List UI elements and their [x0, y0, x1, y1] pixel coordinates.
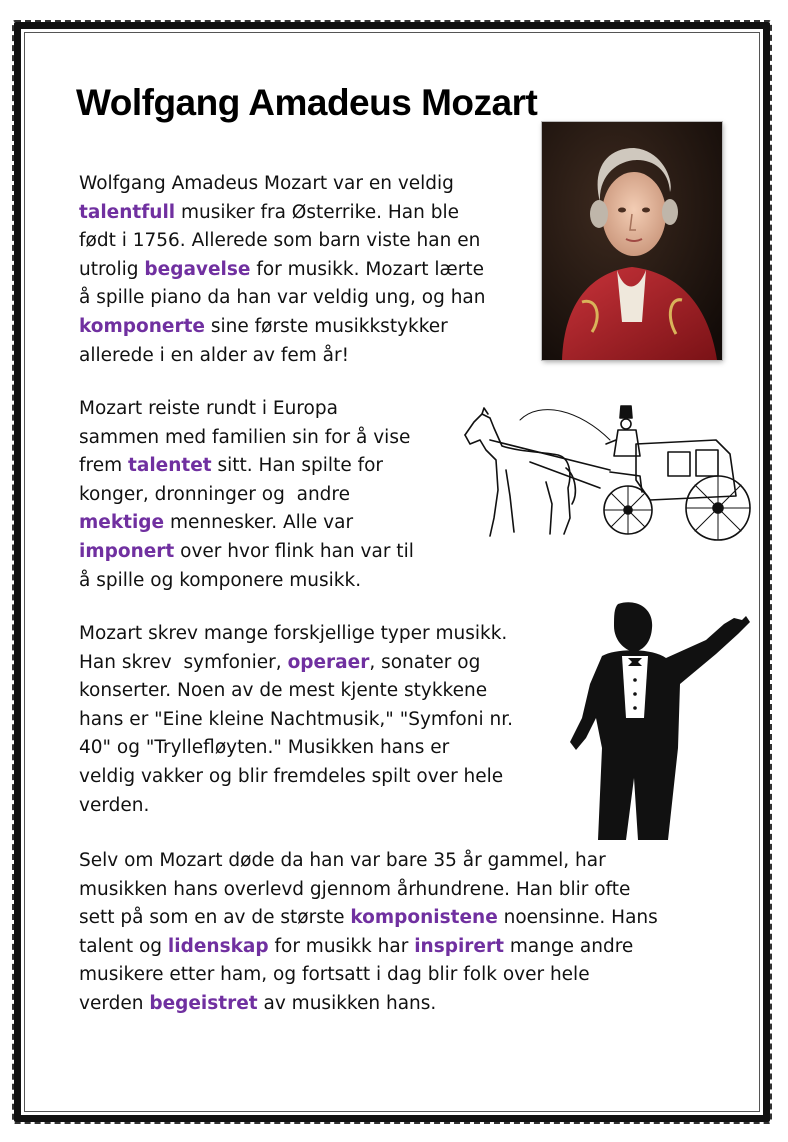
text-line [79, 284, 486, 313]
text-line [79, 199, 486, 228]
conductor-silhouette [556, 598, 754, 840]
page-title: Wolfgang Amadeus Mozart [76, 82, 538, 123]
keyword-highlight: talentet [128, 455, 212, 477]
text-segment: sett på som en av de største [79, 907, 351, 929]
horse-carriage-illustration [460, 400, 752, 548]
text-segment: konserter. Noen av de mest kjente stykkene [79, 680, 488, 702]
text-segment: , sonater og [369, 651, 481, 673]
text-segment: sine første musikkstykker [204, 315, 448, 337]
text-segment: verden [79, 992, 150, 1014]
keyword-highlight: inspirert [414, 935, 504, 957]
text-line [79, 677, 513, 706]
mozart-portrait [542, 122, 722, 360]
text-line [79, 538, 414, 567]
text-segment: konger, dronninger og andre [79, 483, 350, 505]
text-line [79, 763, 513, 792]
paragraph-legacy [79, 847, 658, 1019]
keyword-highlight: mektige [79, 512, 165, 534]
text-line [79, 227, 486, 256]
keyword-highlight: imponert [79, 540, 175, 562]
text-line [79, 706, 513, 735]
text-segment: over hvor flink han var til [174, 540, 414, 562]
text-line [79, 509, 414, 538]
keyword-highlight: begeistret [149, 992, 258, 1014]
text-line [79, 481, 414, 510]
text-segment: talent og [79, 935, 168, 957]
text-segment: Han skrev symfonier, [79, 651, 288, 673]
text-segment: 40" og "Tryllefløyten." Musikken hans er [79, 737, 450, 759]
keyword-highlight: begavelse [144, 258, 251, 280]
text-segment: Mozart reiste rundt i Europa [79, 398, 338, 419]
paragraph-works [79, 620, 513, 820]
portrait-drawing [542, 122, 722, 360]
text-segment: sammen med familien sin for å vise [79, 426, 411, 448]
text-segment: å spille piano da han var veldig ung, og han [79, 287, 486, 309]
text-segment: noensinne. Hans [497, 907, 658, 929]
text-line [79, 452, 414, 481]
keyword-highlight: operaer [287, 651, 370, 673]
text-segment: musikere etter ham, og fortsatt i dag blir folk over hele [79, 964, 590, 986]
text-segment: mange andre [503, 935, 634, 957]
text-segment: Mozart skrev mange forskjellige typer musikk. [79, 623, 508, 644]
text-segment: frem [79, 455, 128, 477]
text-segment: sitt. Han spilte for [211, 455, 384, 477]
text-segment: utrolig [79, 258, 145, 280]
text-segment: mennesker. Alle var [164, 512, 354, 534]
text-line [79, 961, 658, 990]
text-segment: for musikk. Mozart lærte [250, 258, 484, 280]
text-segment: å spille og komponere musikk. [79, 569, 362, 591]
text-line [79, 847, 658, 876]
text-line [79, 567, 414, 596]
keyword-highlight: lidenskap [167, 935, 269, 957]
text-segment: hans er "Eine kleine Nachtmusik," "Symfoni nr. [79, 708, 514, 730]
text-segment: musiker fra Østerrike. Han ble [175, 201, 459, 223]
text-segment: Selv om Mozart døde da han var bare 35 år gammel, har [79, 850, 606, 871]
text-segment: veldig vakker og blir fremdeles spilt over hele [79, 765, 504, 787]
text-line [79, 256, 486, 285]
text-segment: for musikk har [268, 935, 415, 957]
text-segment: musikken hans overlevd gjennom århundrene. Han blir ofte [79, 878, 631, 900]
keyword-highlight: komponerte [79, 315, 205, 337]
text-line [79, 933, 658, 962]
text-line [79, 876, 658, 905]
text-line [79, 342, 486, 371]
text-line [79, 649, 513, 678]
text-line [79, 734, 513, 763]
keyword-highlight: komponistene [350, 907, 498, 929]
text-line [79, 990, 658, 1019]
text-segment: av musikken hans. [257, 992, 437, 1014]
text-line [79, 313, 486, 342]
keyword-highlight: talentfull [79, 201, 176, 223]
text-segment: født i 1756. Allerede som barn viste han en [79, 230, 481, 252]
paragraph-travels [79, 395, 414, 595]
text-segment: Wolfgang Amadeus Mozart var en veldig [79, 173, 454, 194]
text-segment: allerede i en alder av fem år! [79, 344, 350, 366]
text-line [79, 620, 513, 649]
paragraph-intro [79, 170, 486, 370]
text-line [79, 170, 486, 199]
text-line [79, 424, 414, 453]
text-line [79, 792, 513, 821]
text-segment: verden. [79, 794, 150, 816]
text-line [79, 904, 658, 933]
text-line [79, 395, 414, 424]
